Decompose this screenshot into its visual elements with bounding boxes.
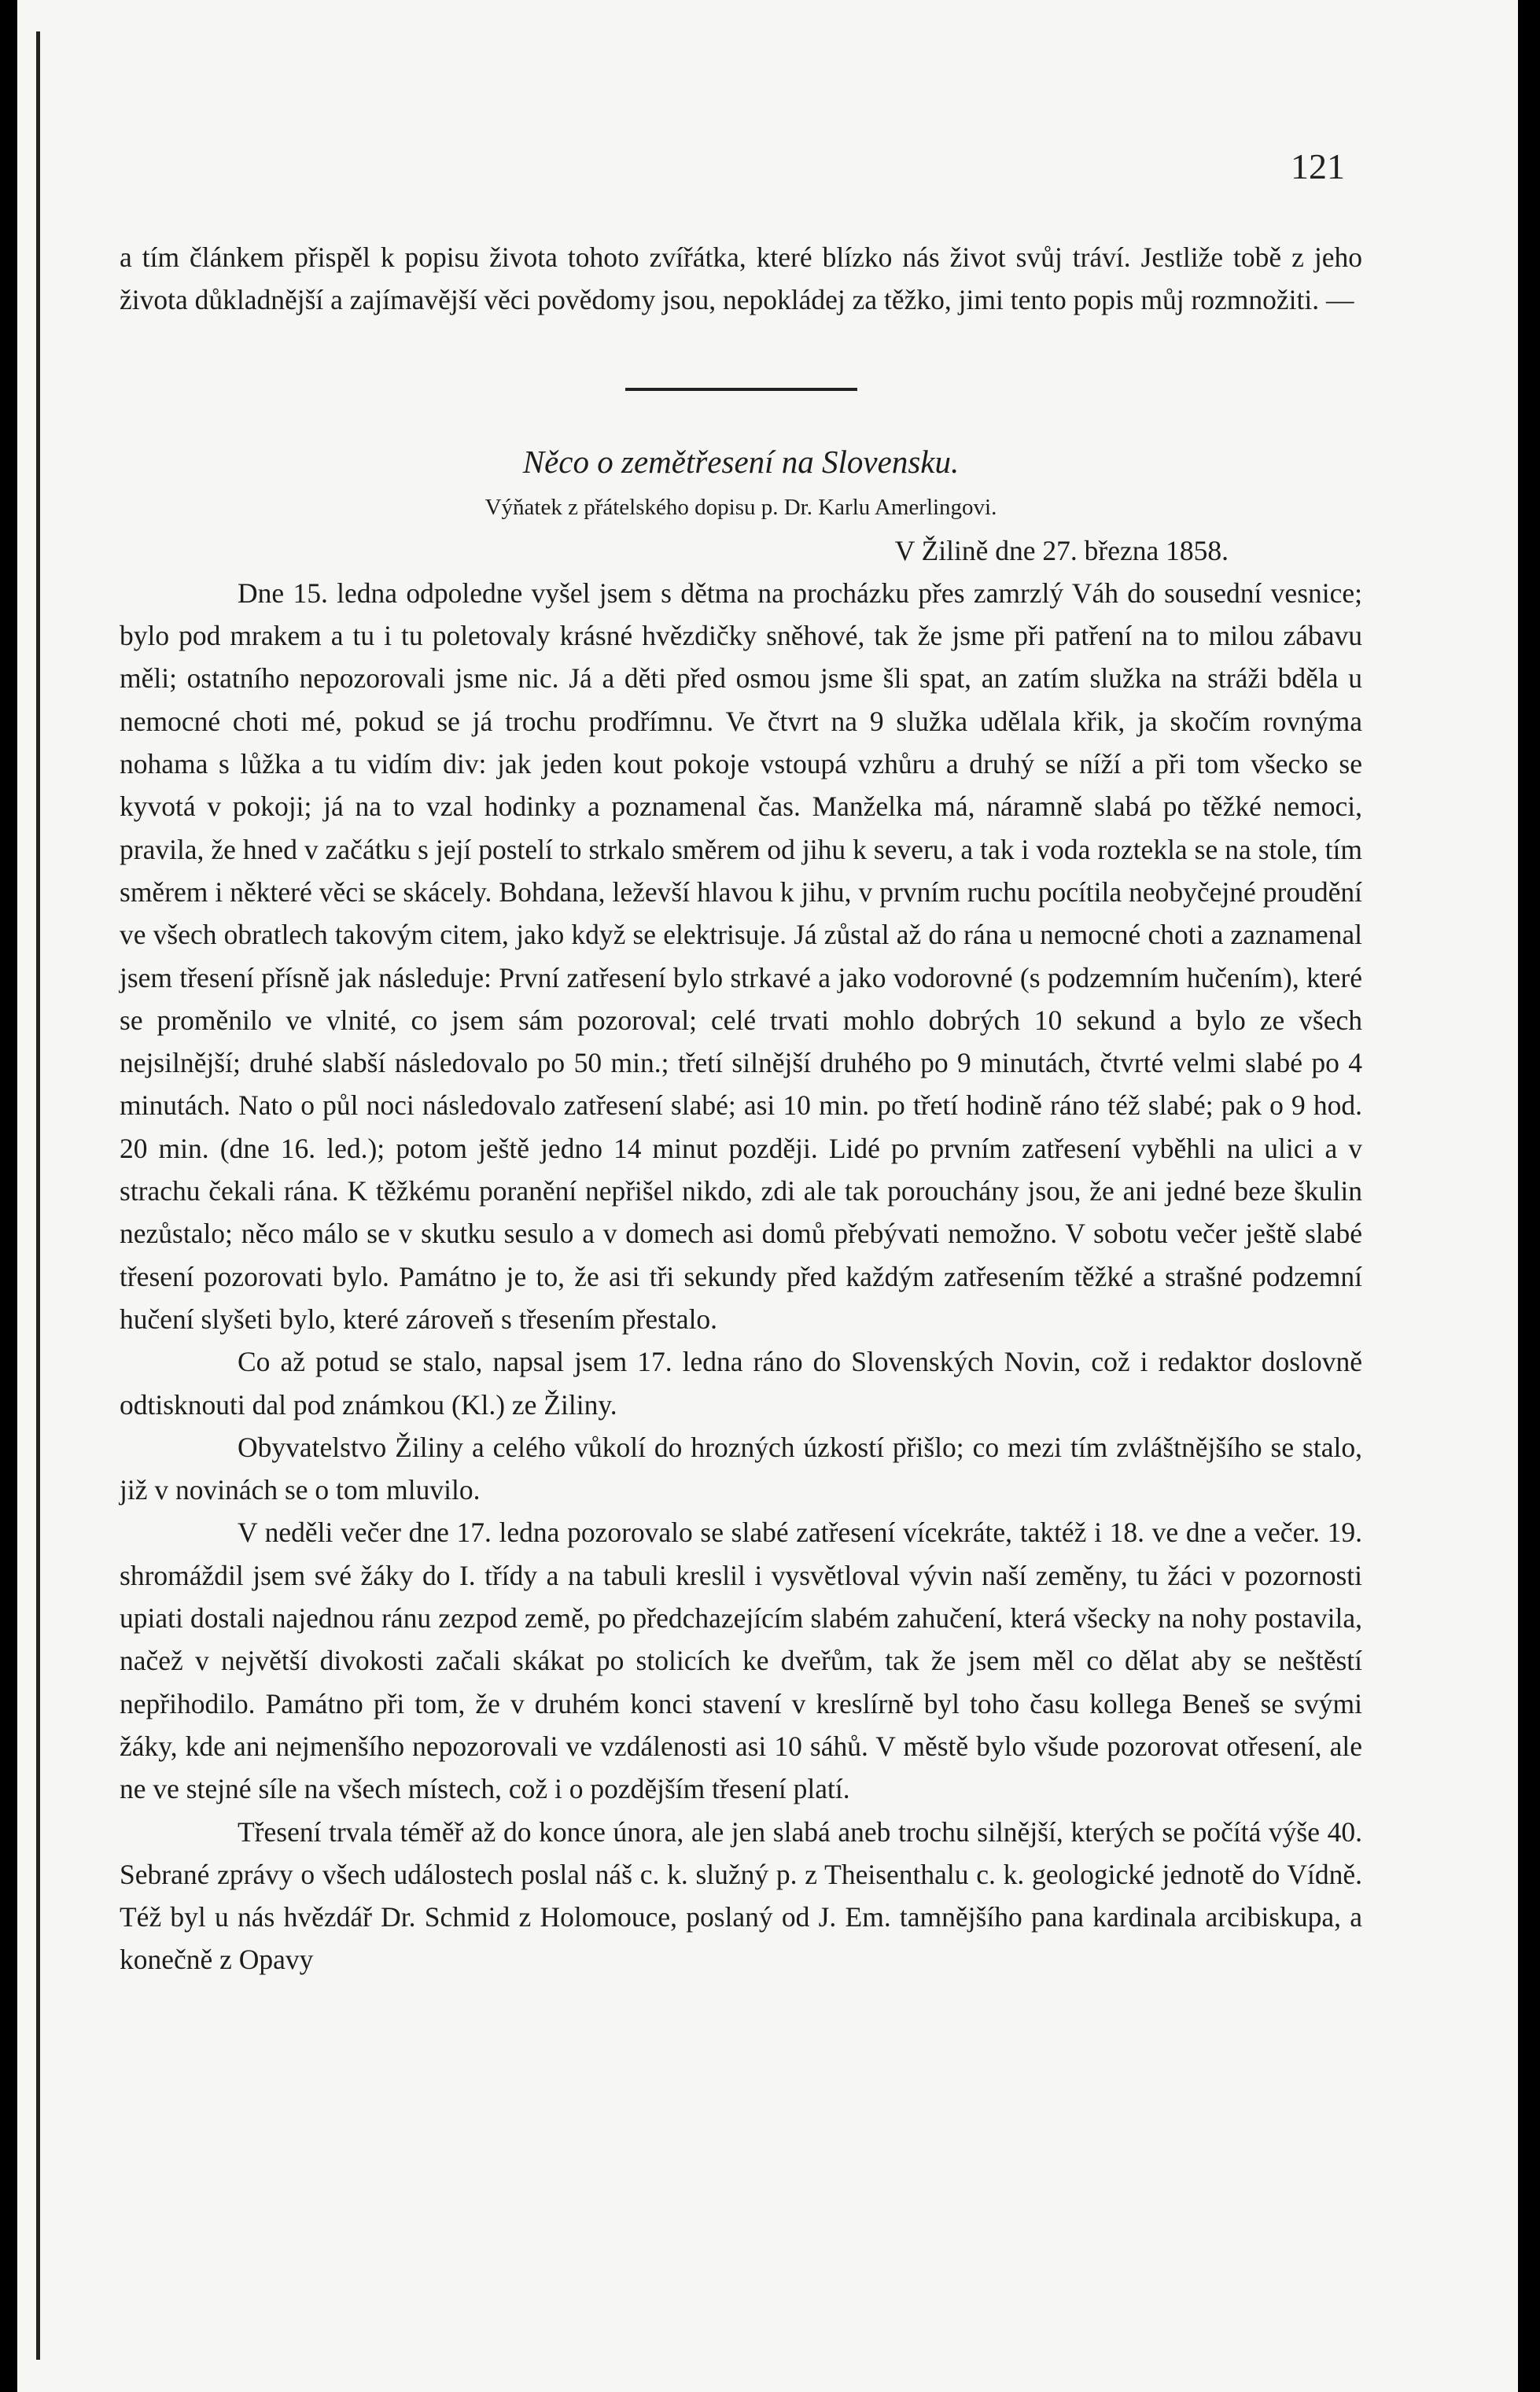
paragraph-5: Třesení trvala téměř až do konce února, ale jen slabá aneb trochu silnější, kterých se počítá výše 40. Sebrané zprávy o všech událostech poslal náš c. k. služný p. z Theisenthalu c. k. geologické jednotě do Vídně. Též byl u nás hvězdář Dr. Schmid z Holomouce, poslaný od J. Em. tamnějšího pana kardinala arcibiskupa, a konečně z Opavy — [120, 1815, 1362, 1976]
page-edge-shadow — [36, 31, 40, 2360]
article-title: Něco o zemětřesení na Slovensku. — [522, 443, 960, 480]
paragraph-4: V neděli večer dne 17. ledna pozorovalo se slabé zatřesení vícekráte, taktéž i 18. ve dne a večer. 19. shromáždil jsem své žáky do I. třídy a na tabuli kreslil i vysvětloval vývin naší zeměny, tu žáci v pozornosti upiati dostali najednou ránu zezpod země, po předchazejícím slabém zahučení, která všecky na nohy postavila, načež v největší divokosti začali skákat po stolicích ke dveřům, tak že jsem měl co dělat aby se neštěstí nepřihodilo. Památno při tom, že v druhém konci stavení v kreslírně byl toho času kollega Beneš se svými žáky, kde ani nejmenšího nepozorovali ve vzdálenosti asi 10 sáhů. V městě bylo všude pozorovat otřesení, ale ne ve stejné síle na všech místech, což i o pozdějším třesení platí. — [120, 1517, 1362, 1805]
page-number: 121 — [1291, 146, 1345, 186]
intro-paragraph: a tím článkem přispěl k popisu života tohoto zvířátka, které blízko nás život svůj tráví. Jestliže tobě z jeho života důkladnější a zajímavější věci povědomy jsou, nepokládej za těžko, jimi tento popis můj rozmnožiti. — — [120, 241, 1362, 316]
paragraph-3: Obyvatelstvo Žiliny a celého vůkolí do hrozných úzkostí přišlo; co mezi tím zvláštnějšího se stalo, již v novinách se o tom mluvilo. — [120, 1431, 1362, 1506]
section-divider — [625, 388, 857, 391]
article-subtitle: Výňatek z přátelského dopisu p. Dr. Karlu Amerlingovi. — [484, 494, 997, 520]
paragraph-2: Co až potud se stalo, napsal jsem 17. ledna ráno do Slovenských Novin, což i redaktor doslovně odtisknouti dal pod známkou (Kl.) ze Žiliny. — [120, 1346, 1362, 1421]
paragraph-1: Dne 15. ledna odpoledne vyšel jsem s dětma na procházku přes zamrzlý Váh do sousední vesnice; bylo pod mrakem a tu i tu poletovaly krásné hvězdičky sněhové, tak že jsme při patření na to milou zábavu měli; ostatního nepozorovali jsme nic. Já a děti před osmou jsme šli spat, an zatím služka na stráži bděla u nemocné choti mé, pokud se já trochu prodřímnu. Ve čtvrt na 9 služka udělala křik, ja skočím rovnýma nohama s lůžka a tu vidím div: jak jeden kout pokoje vstoupá vzhůru a druhý se níží a při tom všecko se kyvotá v pokoji; já na to vzal hodinky a poznamenal čas. Manželka má, náramně slabá po těžké nemoci, pravila, že hned v začátku s její postelí to strkalo směrem od jihu k severu, a tak i voda roztekla se na stole, tím směrem i některé věci se skácely. Bohdana, leževší hlavou k jihu, v prvním ruchu pocítila neobyčejné proudění ve všech obratlech takovým citem, jako když se elektrisuje. Já zůstal až do rána u nemocné choti a zaznamenal jsem třesení přísně jak následuje: První zatřesení bylo strkavé a jako vodorovné (s podzemním hučením), které se proměnilo ve vlnité, co jsem sám pozoroval; celé trvati mohlo dobrých 10 sekund a bylo ze všech nejsilnější; druhé slabší následovalo po 50 min.; třetí silnější druhého po 9 minutách, čtvrté velmi slabé po 4 minutách. Nato o půl noci následovalo zatřesení slabé; asi 10 min. po třetí hodině ráno též slabé; pak o 9 hod. 20 min. (dne 16. led.); potom ještě jedno 14 minut později. Lidé po prvním zatřesení vyběhli na ulici a v strachu čekali rána. K těžkému poranění nepřišel nikdo, zdi ale tak porouchány jsou, že ani jedné beze škulin nezůstalo; něco málo se v skutku sesulo a v domech asi domů přebývati nemožno. V sobotu večer ještě slabé třesení pozorovati bylo. Památno je to, že asi tři sekundy před každým zatřesením těžké a strašné podzemní hučení slyšeti bylo, které zároveň s třesením přestalo. — [120, 577, 1362, 1335]
text-block — [120, 236, 1362, 1981]
book-page — [17, 0, 1518, 2392]
article-dateline: V Žilině dne 27. března 1858. — [894, 534, 1229, 566]
